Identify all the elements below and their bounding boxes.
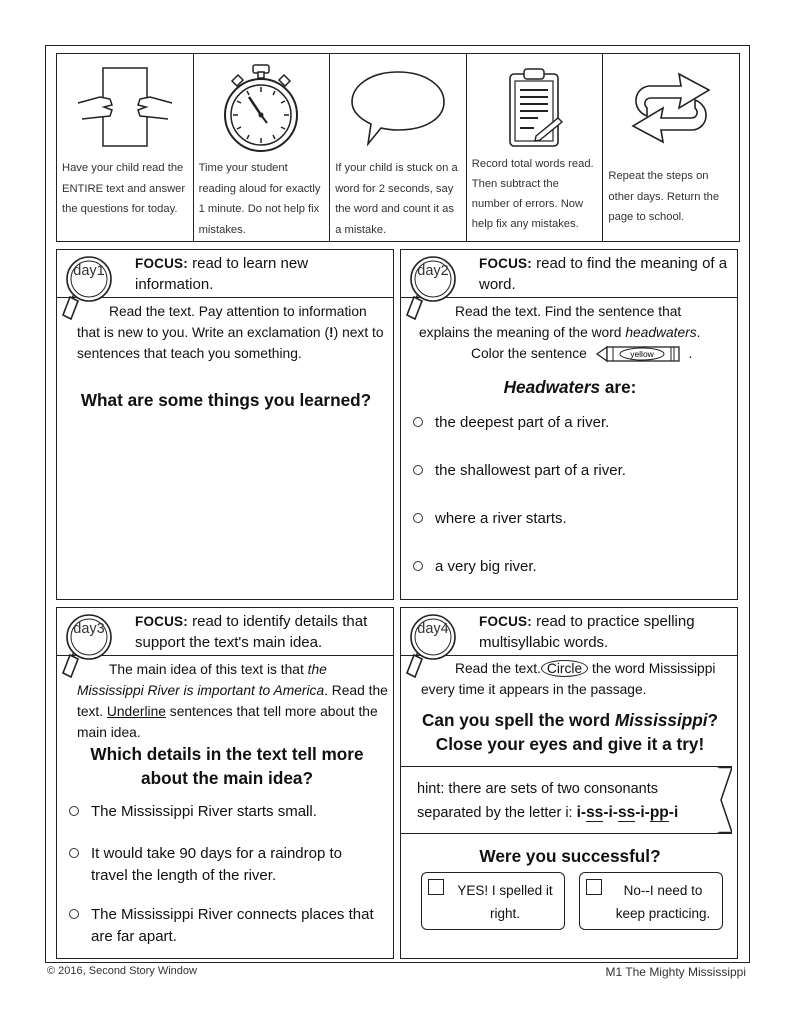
- instruction-cell: [57, 54, 194, 241]
- hint-text: hint: there are sets of two consonants separated by the letter i: i-ss-i-ss-i-pp-i: [417, 781, 679, 821]
- answer-option[interactable]: the shallowest part of a river.: [413, 460, 626, 482]
- day2-instructions: Read the text. Find the sentence that explains the meaning of the word headwaters.: [419, 304, 701, 340]
- day3-instructions: The main idea of this text is that the Mississippi River is important to America. Read the text. Underline sentences that tell more about the main idea.: [77, 662, 388, 740]
- day-label: day1: [73, 263, 105, 279]
- day2-question: Headwaters are:: [503, 377, 637, 397]
- instruction-cell: [330, 54, 467, 241]
- day2-panel: [400, 249, 738, 600]
- instruction-strip: [56, 53, 740, 242]
- spelling-pattern: i-ss-i-ss-i-pp-i: [576, 804, 679, 821]
- instruction-text: Record total words read. Then subtract the number of errors. Now help fix any mistakes.: [471, 158, 594, 230]
- day4-panel: [400, 607, 738, 959]
- day3-panel: [56, 607, 394, 959]
- answer-option[interactable]: It would take 90 days for a raindrop to travel the length of the river.: [69, 843, 375, 887]
- answer-option[interactable]: a very big river.: [413, 556, 537, 578]
- choice-label: YES! I spelled it right.: [457, 883, 553, 921]
- success-question: Were you successful?: [479, 846, 661, 866]
- page-title: M1 The Mighty Mississippi: [605, 965, 746, 979]
- day-label: day2: [417, 263, 449, 279]
- focus-text: FOCUS: read to practice spelling multisyllabic words.: [479, 613, 695, 651]
- focus-text: FOCUS: read to find the meaning of a word.: [479, 255, 728, 293]
- instruction-text: Time your student reading aloud for exactly 1 minute. Do not help fix mistakes.: [198, 162, 321, 236]
- repeat-arrows-icon: [619, 68, 723, 148]
- answer-option[interactable]: where a river starts.: [413, 508, 567, 530]
- hint-banner: [401, 766, 732, 834]
- hands-holding-paper-icon: [70, 63, 180, 153]
- instruction-text: Have your child read the ENTIRE text and answer the questions for today.: [62, 162, 186, 215]
- day4-instructions: Read the text. Circle the word Mississippi every time it appears in the passage.: [421, 661, 716, 697]
- answer-option[interactable]: The Mississippi River connects places that are far apart.: [69, 904, 375, 948]
- radio-bubble[interactable]: [69, 806, 79, 816]
- instruction-cell: [194, 54, 331, 241]
- radio-bubble[interactable]: [413, 561, 423, 571]
- instruction-cell: [467, 54, 604, 241]
- checkbox[interactable]: [586, 879, 602, 895]
- choice-yes[interactable]: [421, 872, 565, 930]
- instruction-text: Repeat the steps on other days. Return the page to school.: [608, 170, 720, 223]
- answer-option[interactable]: the deepest part of a river.: [413, 412, 609, 434]
- radio-bubble[interactable]: [69, 909, 79, 919]
- instruction-cell: [603, 54, 739, 241]
- radio-bubble[interactable]: [413, 417, 423, 427]
- radio-bubble[interactable]: [413, 513, 423, 523]
- day3-question: Which details in the text tell more about the main idea?: [90, 744, 364, 788]
- checkbox[interactable]: [428, 879, 444, 895]
- focus-text: FOCUS: read to identify details that support the text's main idea.: [135, 613, 368, 651]
- day4-question: Can you spell the word Mississippi? Close your eyes and give it a try!: [421, 710, 719, 754]
- radio-bubble[interactable]: [413, 465, 423, 475]
- speech-bubble-icon: [346, 66, 450, 150]
- answer-option[interactable]: The Mississippi River starts small.: [69, 801, 387, 823]
- day1-instructions: Read the text. Pay attention to information that is new to you. Write an exclamation (!) next to sentences that teach you something.: [77, 304, 384, 361]
- instruction-text: If your child is stuck on a word for 2 seconds, say the word and count it as a mistake.: [335, 162, 458, 236]
- copyright: © 2016, Second Story Window: [47, 965, 197, 977]
- choice-no[interactable]: [579, 872, 723, 930]
- day1-panel: [56, 249, 394, 600]
- focus-text: FOCUS: read to learn new information.: [135, 255, 309, 293]
- day-label: day3: [73, 621, 105, 637]
- yellow-crayon-icon: [595, 344, 685, 364]
- stopwatch-icon: [216, 61, 306, 155]
- day1-question: What are some things you learned?: [80, 390, 372, 410]
- day-label: day4: [417, 621, 449, 637]
- crayon-label: yellow: [629, 349, 654, 360]
- radio-bubble[interactable]: [69, 848, 79, 858]
- day2-color-instruction: Color the sentence yellow .: [471, 343, 731, 364]
- choice-label: No--I need to keep practicing.: [615, 883, 711, 921]
- clipboard-icon: [500, 66, 570, 150]
